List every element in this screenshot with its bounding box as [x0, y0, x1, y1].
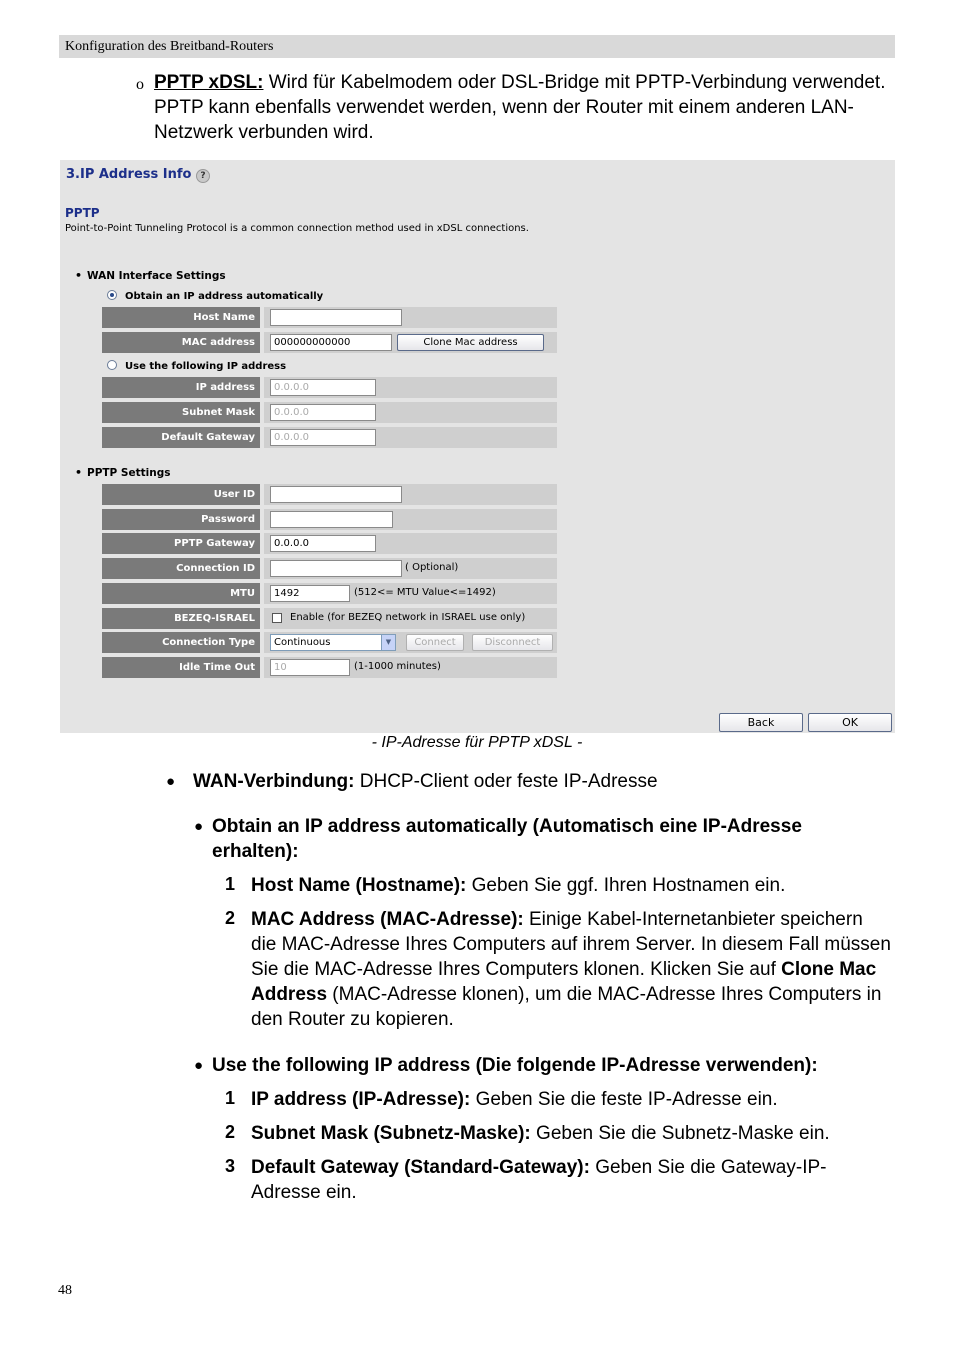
pptp-section-heading: • PPTP Settings — [87, 467, 170, 479]
row-idle-time-out — [102, 657, 557, 678]
manual-item-3-label: Default Gateway (Standard-Gateway): — [251, 1157, 590, 1178]
bezeq-label: BEZEQ-ISRAEL — [102, 608, 260, 629]
help-icon[interactable]: ? — [196, 169, 210, 183]
password-input[interactable] — [270, 511, 393, 528]
mtu-note: (512<= MTU Value<=1492) — [354, 587, 496, 598]
row-subnet-mask — [102, 402, 557, 423]
row-pptp-gateway — [102, 533, 557, 554]
pptp-gateway-input[interactable]: 0.0.0.0 — [270, 535, 376, 552]
ip-address-label: IP address — [102, 377, 260, 398]
wan-text: DHCP-Client oder feste IP-Adresse — [354, 771, 658, 792]
auto-item-2-text2: (MAC-Adresse klonen), um die MAC-Adresse Ihres Computers in den Router zu kopieren. — [251, 984, 882, 1030]
bullet-manual: ● — [194, 1057, 204, 1074]
connection-id-note: ( Optional) — [405, 562, 459, 573]
user-id-label: User ID — [102, 484, 260, 505]
page-header: Konfiguration des Breitband-Routers — [59, 35, 895, 58]
manual-item-1-number: 1 — [225, 1088, 236, 1108]
manual-item-1-label: IP address (IP-Adresse): — [251, 1089, 471, 1110]
mtu-input[interactable]: 1492 — [270, 585, 350, 602]
chevron-down-icon[interactable]: ▼ — [381, 635, 395, 650]
idle-time-out-note: (1-1000 minutes) — [354, 661, 441, 672]
manual-item-1 — [251, 1087, 891, 1112]
radio-manual-row[interactable] — [107, 360, 286, 372]
bullet-wan: ● — [166, 773, 176, 790]
bezeq-note: Enable (for BEZEQ network in ISRAEL use only) — [290, 612, 526, 623]
row-mac-address — [102, 332, 557, 353]
manual-item-2 — [251, 1121, 911, 1146]
radio-auto-row[interactable] — [107, 290, 323, 302]
manual-item-3-number: 3 — [225, 1156, 236, 1176]
wan-section-heading: • WAN Interface Settings — [87, 270, 226, 282]
bullet-o: o — [136, 76, 144, 93]
auto-heading: Obtain an IP address automatically (Automatisch eine IP-Adresse erhalten): — [212, 816, 802, 862]
screenshot-subtitle: PPTP — [65, 206, 100, 220]
wan-label: WAN-Verbindung: — [193, 771, 355, 792]
row-password — [102, 509, 557, 530]
figure-caption: - IP-Adresse für PPTP xDSL - — [371, 734, 583, 751]
connection-type-label: Connection Type — [102, 632, 260, 653]
connect-button[interactable]: Connect — [406, 634, 464, 651]
router-screenshot — [60, 160, 895, 733]
page-number: 48 — [58, 1283, 72, 1298]
connection-id-input[interactable] — [270, 560, 402, 577]
auto-item-1 — [251, 873, 891, 898]
screenshot-title: 3.IP Address Info — [66, 167, 192, 182]
auto-item-2-number: 2 — [225, 908, 236, 928]
clone-mac-button[interactable]: Clone Mac address — [397, 334, 544, 351]
user-id-input[interactable] — [270, 486, 402, 503]
radio-manual[interactable] — [107, 360, 117, 370]
manual-item-2-text: Geben Sie die Subnetz-Maske ein. — [530, 1123, 830, 1144]
manual-heading: Use the following IP address (Die folgende IP-Adresse verwenden): — [212, 1055, 818, 1076]
row-bezeq-israel — [102, 608, 557, 629]
auto-item-2-bold: Clone Mac Address — [251, 959, 877, 1005]
wan-paragraph — [193, 769, 893, 794]
screenshot-description: Point-to-Point Tunneling Protocol is a common connection method used in xDSL connections. — [65, 223, 529, 234]
bullet-auto: ● — [194, 818, 204, 835]
auto-item-2-text: Einige Kabel-Internetanbieter speichern die MAC-Adresse Ihres Computers auf ihrem Server. In diesem Fall müssen Sie die MAC-Adresse Ihres Computers klonen. Klicken Sie auf — [251, 909, 891, 980]
subnet-mask-input[interactable]: 0.0.0.0 — [270, 404, 376, 421]
intro-paragraph — [136, 70, 896, 145]
connection-type-value: Continuous — [274, 637, 331, 648]
radio-manual-label: Use the following IP address — [125, 361, 287, 372]
idle-time-out-label: Idle Time Out — [102, 657, 260, 678]
manual-item-2-label: Subnet Mask (Subnetz-Maske): — [251, 1123, 531, 1144]
row-user-id — [102, 484, 557, 505]
mac-address-label: MAC address — [102, 332, 260, 353]
manual-item-1-text: Geben Sie die feste IP-Adresse ein. — [470, 1089, 778, 1110]
manual-item-3 — [251, 1155, 891, 1205]
row-mtu — [102, 583, 557, 604]
manual-item-2-number: 2 — [225, 1122, 236, 1142]
ok-button[interactable]: OK — [808, 713, 892, 732]
row-connection-type — [102, 632, 557, 653]
mac-address-input[interactable]: 000000000000 — [270, 334, 392, 351]
connection-id-label: Connection ID — [102, 558, 260, 579]
intro-text: Wird für Kabelmodem oder DSL-Bridge mit PPTP-Verbindung verwendet. PPTP kann ebenfalls verwendet werden, wenn der Router mit einem anderen LAN-Netzwerk verbunden wird. — [154, 72, 886, 143]
back-button[interactable]: Back — [719, 713, 803, 732]
auto-item-2 — [251, 907, 891, 1032]
host-name-input[interactable] — [270, 309, 402, 326]
row-default-gateway — [102, 427, 557, 448]
auto-item-1-label: Host Name (Hostname): — [251, 875, 467, 896]
auto-item-1-text: Geben Sie ggf. Ihren Hostnamen ein. — [466, 875, 786, 896]
row-ip-address — [102, 377, 557, 398]
radio-auto[interactable] — [107, 290, 117, 300]
row-connection-id — [102, 558, 557, 579]
subnet-mask-label: Subnet Mask — [102, 402, 260, 423]
password-label: Password — [102, 509, 260, 530]
row-host-name — [102, 307, 557, 328]
ip-address-input[interactable]: 0.0.0.0 — [270, 379, 376, 396]
bezeq-checkbox[interactable] — [272, 613, 282, 623]
radio-auto-label: Obtain an IP address automatically — [125, 291, 324, 302]
idle-time-out-input[interactable]: 10 — [270, 659, 350, 676]
host-name-label: Host Name — [102, 307, 260, 328]
default-gateway-label: Default Gateway — [102, 427, 260, 448]
manual-item-3-text: Geben Sie die Gateway-IP-Adresse ein. — [251, 1157, 827, 1203]
connection-type-select[interactable] — [270, 634, 396, 651]
intro-label: PPTP xDSL: — [154, 72, 264, 93]
mtu-label: MTU — [102, 583, 260, 604]
auto-item-1-number: 1 — [225, 874, 236, 894]
pptp-gateway-label: PPTP Gateway — [102, 533, 260, 554]
default-gateway-input[interactable]: 0.0.0.0 — [270, 429, 376, 446]
auto-item-2-label: MAC Address (MAC-Adresse): — [251, 909, 524, 930]
disconnect-button[interactable]: Disconnect — [472, 634, 553, 651]
